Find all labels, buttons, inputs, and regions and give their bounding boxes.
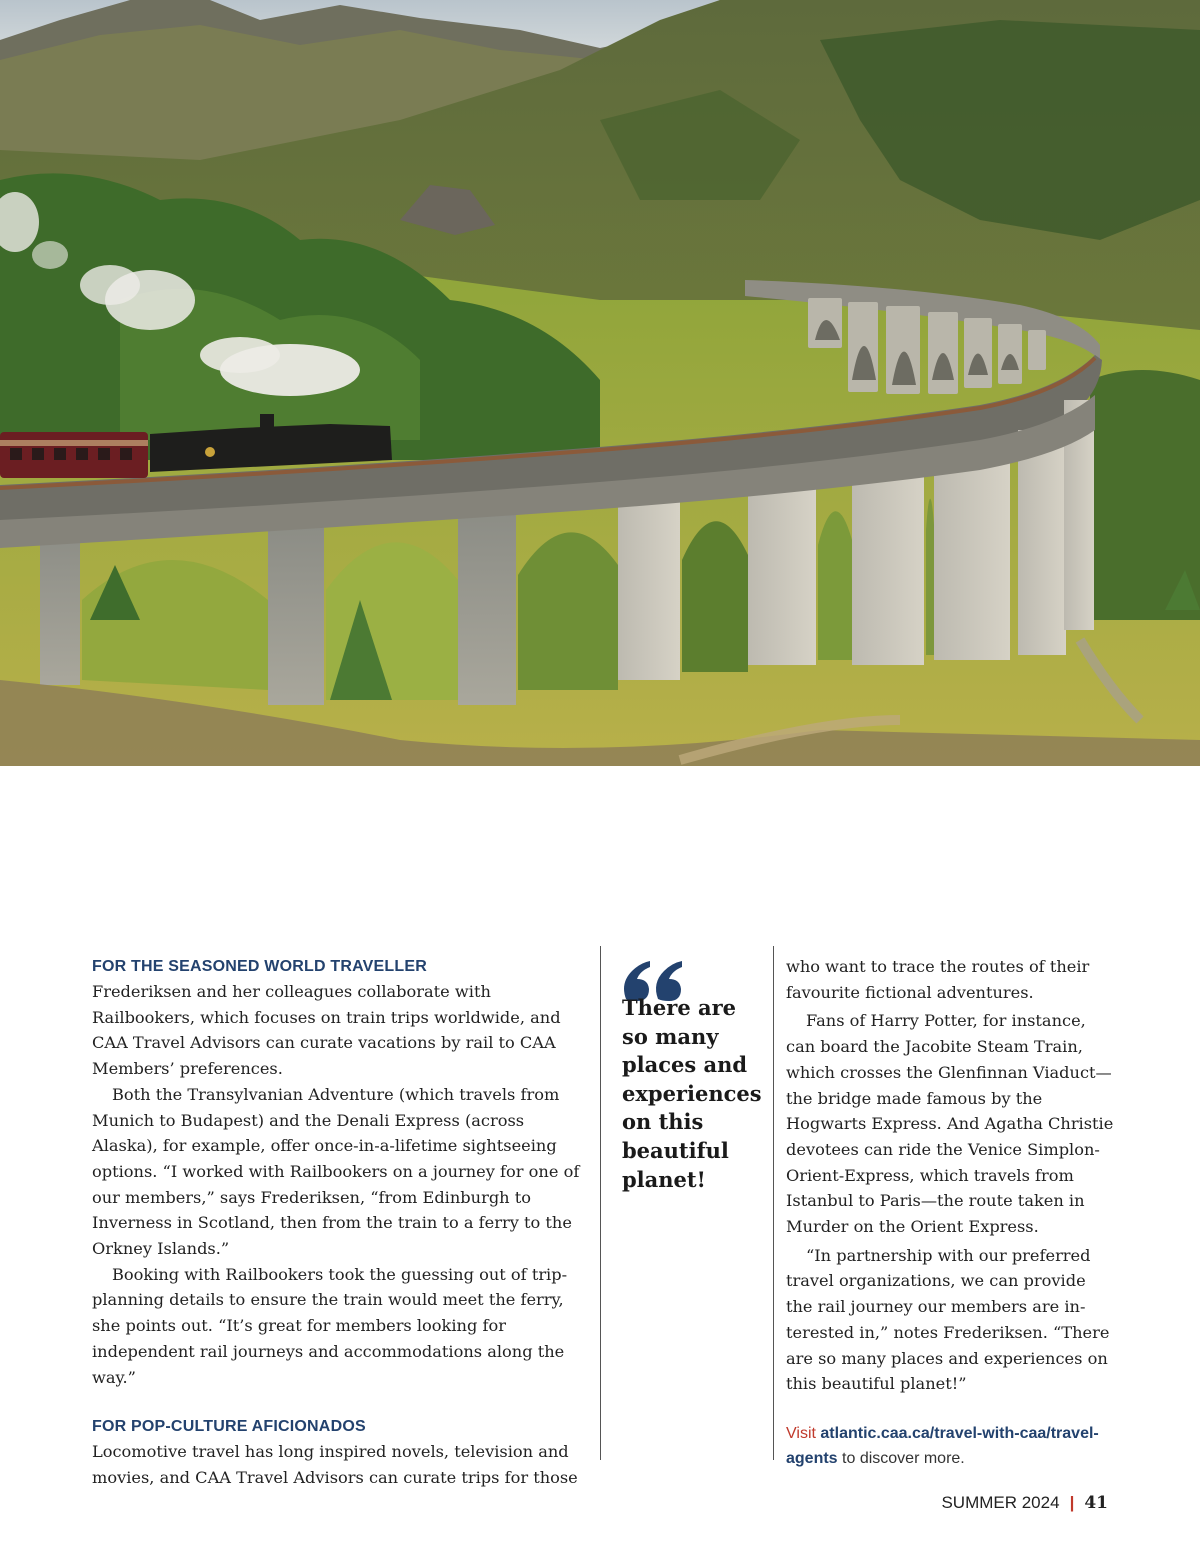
pull-quote-column [622, 950, 762, 1194]
column-divider [600, 946, 601, 1460]
cta-rest: to discover more. [842, 1449, 965, 1467]
section-heading: FOR THE SEASONED WORLD TRAVELLER [92, 958, 427, 975]
footer-separator: | [1069, 1493, 1075, 1512]
article-column-right [786, 950, 1116, 1471]
quote-mark-icon [622, 944, 762, 992]
page-number: 41 [1084, 1493, 1108, 1513]
body-paragraph: Fans of Harry Potter, for instance, can board the Jacobite Steam Train, which crosses the Glenfinnan Viaduct—the bridge made famous by the Hogwarts Express. And Agatha Christie devotees can ride the Venice Simplon-Orient-Express, which travels from Istanbul to Paris—the route taken in Murder on the Orient Express. [786, 1011, 1114, 1237]
page-footer [941, 1493, 1108, 1513]
body-paragraph: who want to trace the routes of their favourite fictional adventures. [786, 957, 1090, 1002]
body-paragraph: Booking with Railbookers took the guessing out of trip-planning details to ensure the train would meet the ferry, she points out. “It’s great for members looking for independent rail journeys and accommodations along the way.” [92, 1264, 568, 1387]
body-paragraph: Frederiksen and her colleagues collaborate with Railbookers, which focuses on train trips worldwide, and CAA Travel Advisors can curate vacations by rail to CAA Members’ preferences. [92, 982, 561, 1079]
glenfinnan-viaduct-illustration [0, 0, 1200, 766]
cta-link[interactable]: atlantic.caa.ca/travel-with-caa/travel-agents [786, 1424, 1099, 1467]
body-paragraph: Both the Transylvanian Adventure (which travels from Munich to Budapest) and the Denali Express (across Alaska), for example, offer once-in-a-lifetime sightseeing options. “I worked with Railbookers on a journey for one of our members,” says Frederiksen, “from Edinburgh to Inverness in Scotland, then from the train to a ferry to the Orkney Islands.” [92, 1084, 580, 1259]
section-heading: FOR POP-CULTURE AFICIONADOS [92, 1418, 366, 1436]
body-paragraph: “In partnership with our preferred travel organizations, we can provide the rail journey our members are in-terested in,” notes Frederiksen. “There are so many places and experiences on this beautiful planet!” [786, 1245, 1110, 1394]
column-divider [773, 946, 774, 1460]
cta-visit-label: Visit [786, 1424, 816, 1442]
pull-quote: There are so many places and experiences on this beautiful planet! [622, 995, 762, 1192]
article-column-left [92, 950, 592, 1491]
call-to-action [786, 1421, 1116, 1471]
body-paragraph: Locomotive travel has long inspired novels, television and movies, and CAA Travel Advisors can curate trips for those [92, 1442, 578, 1487]
issue-label: SUMMER 2024 [941, 1493, 1060, 1512]
hero-photo [0, 0, 1200, 766]
